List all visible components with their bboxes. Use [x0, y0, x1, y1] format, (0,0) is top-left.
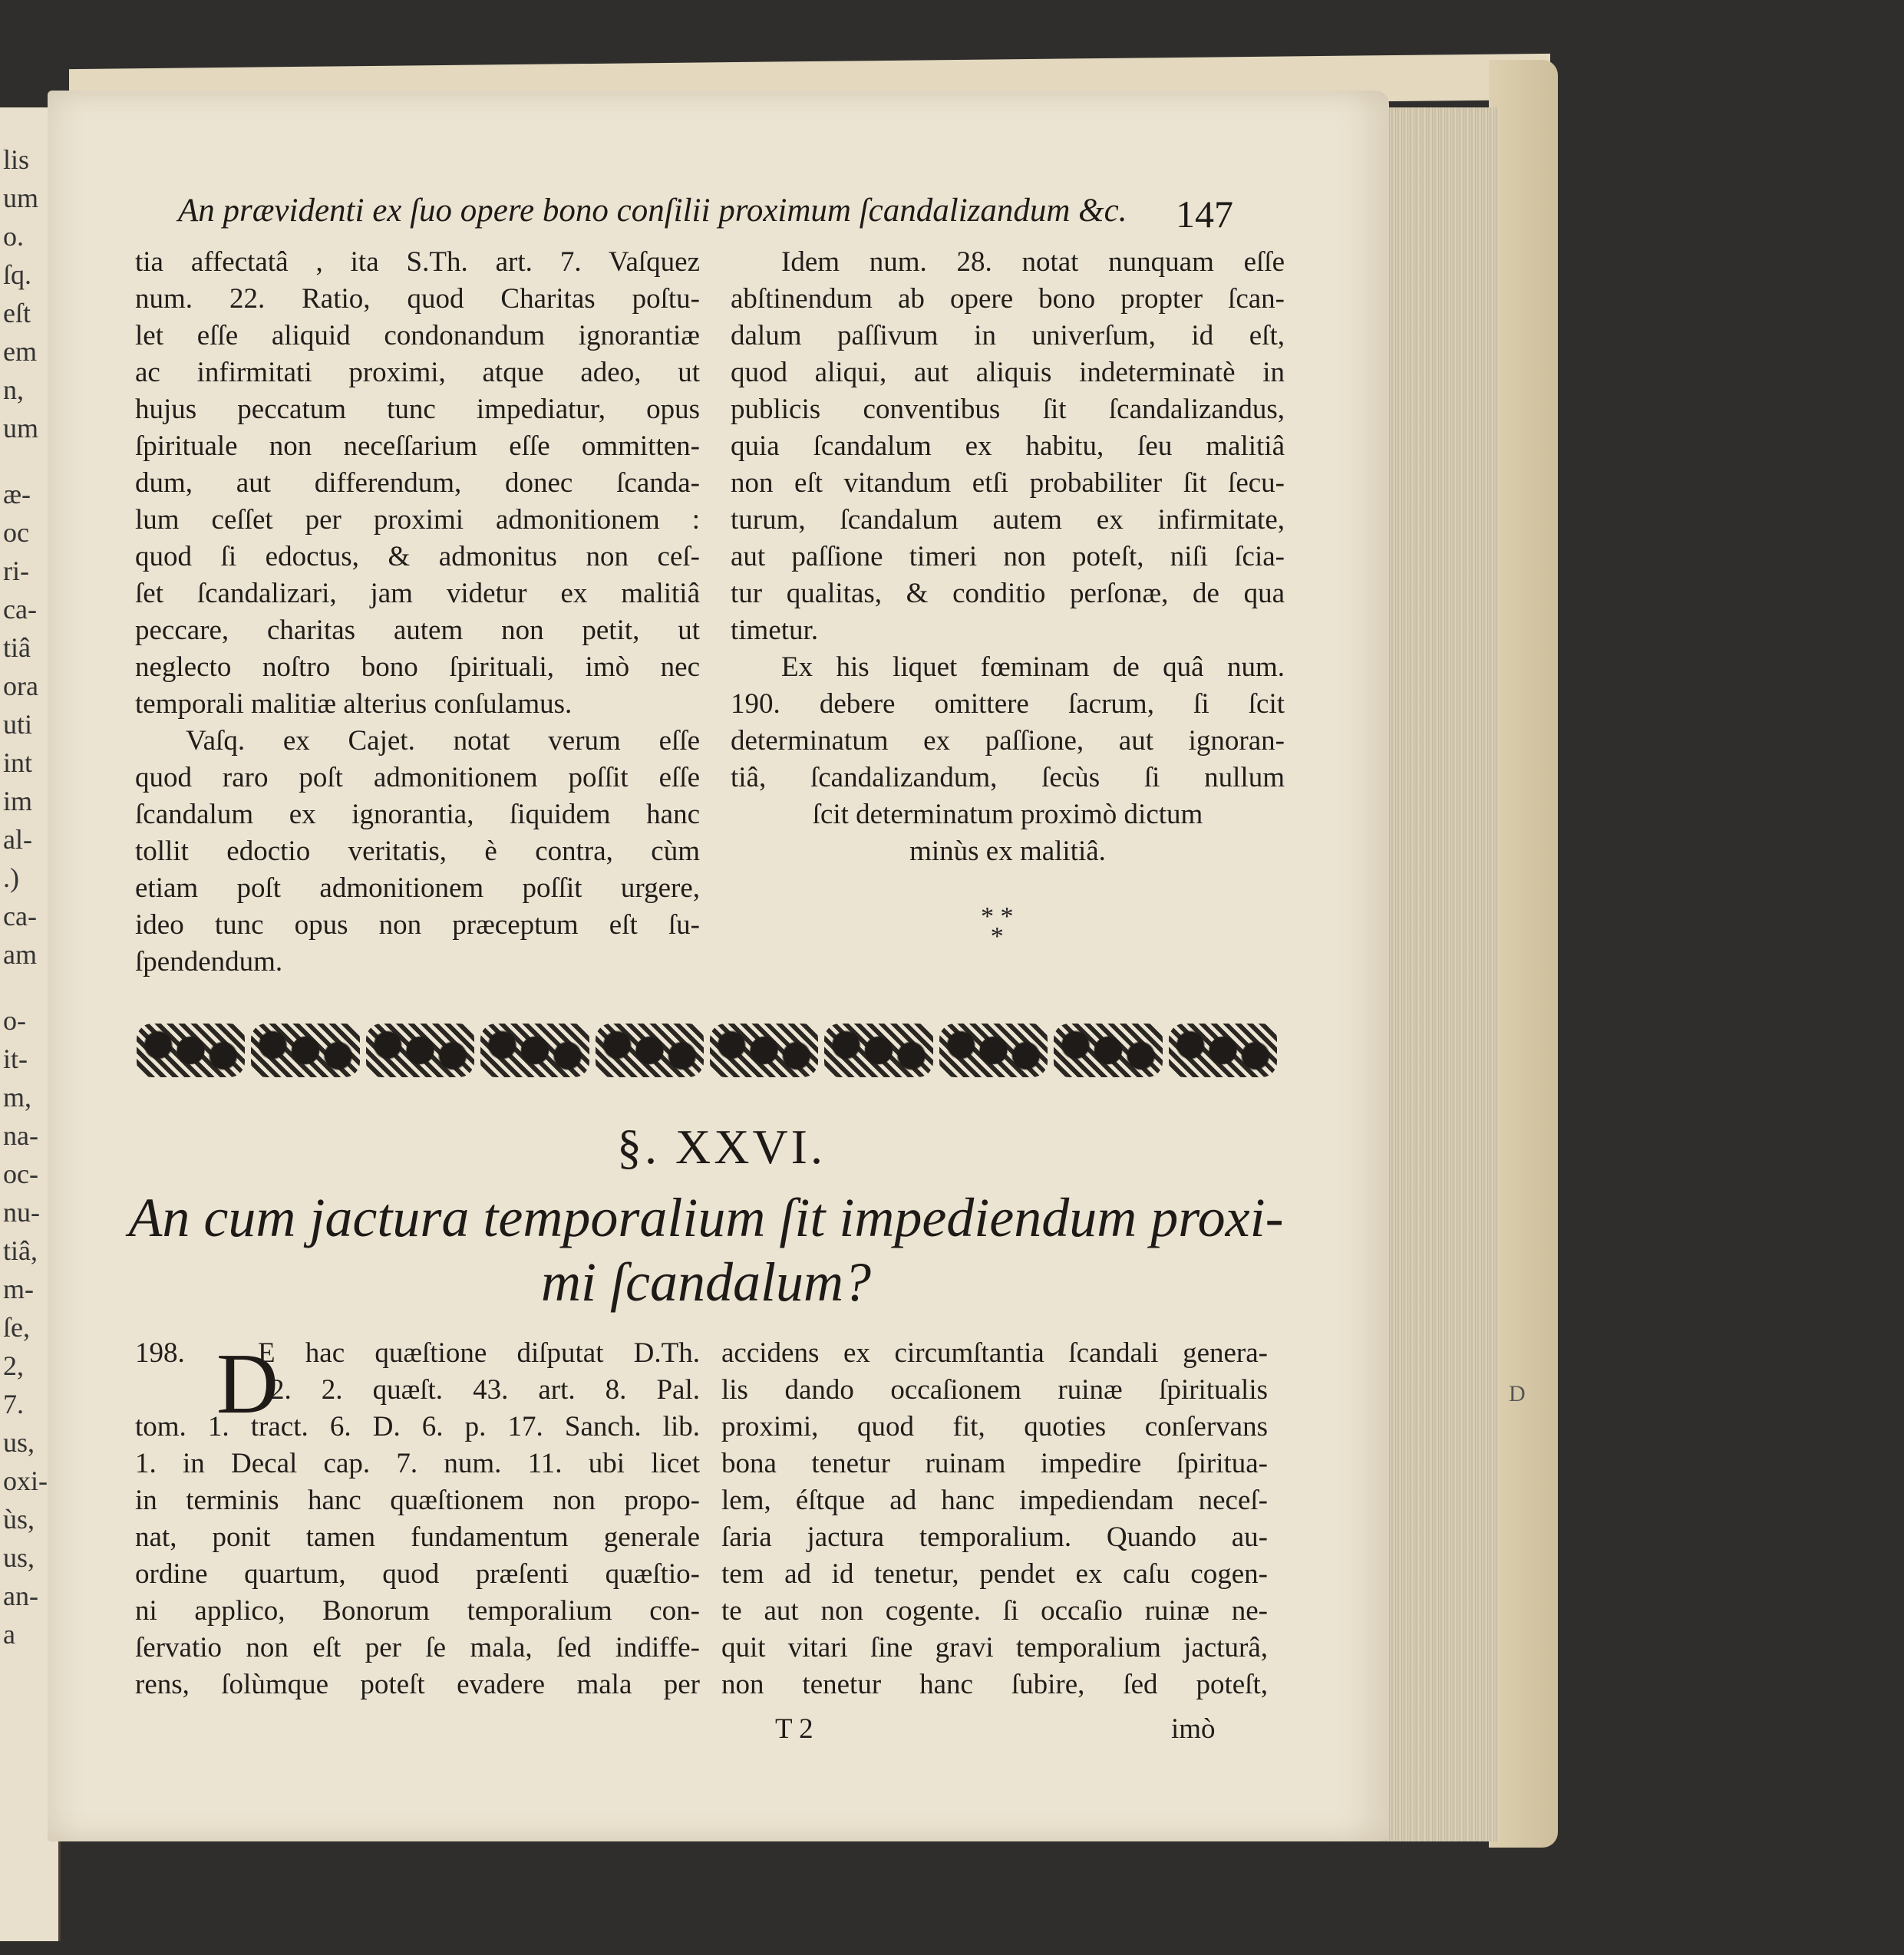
asterism-text: * * *: [981, 902, 1014, 951]
text-line: tiâ, ſcandalizandum, ſecùs ſi nullum: [731, 762, 1285, 793]
text-line: ideo tunc opus non præceptum eſt ſu-: [135, 909, 700, 941]
text-line: Vaſq. ex Cajet. notat verum eſſe: [186, 725, 700, 757]
text-line: 2. 2. quæſt. 43. art. 8. Pal.: [270, 1374, 700, 1406]
text-line: lem, éſtque ad hanc impediendam neceſ-: [721, 1485, 1268, 1516]
prev-page-fragment: 2,: [3, 1350, 24, 1381]
prev-page-fragment: uti: [3, 709, 33, 740]
text-line: quit vitari ſine gravi temporalium jacturâ,: [721, 1632, 1268, 1663]
prev-page-fragment: ca-: [3, 594, 37, 625]
prev-page-fragment: æ-: [3, 479, 31, 509]
ornamental-band: [134, 1019, 1280, 1082]
prev-page-fragment: oc-: [3, 1159, 38, 1189]
ornament-piece: [137, 1024, 245, 1077]
text-line: ſet ſcandalizari, jam videtur ex malitiâ: [135, 578, 700, 609]
text-line: accidens ex circumſtantia ſcandali genera-: [721, 1337, 1268, 1369]
prev-page-fragment: m,: [3, 1082, 32, 1113]
text-line: tur qualitas, & conditio perſonæ, de qua: [731, 578, 1285, 609]
prev-page-fragment: o-: [3, 1005, 26, 1036]
prev-page-fragment: ùs,: [3, 1504, 35, 1535]
prev-page-fragment: o.: [3, 221, 24, 252]
prev-page-fragment: em: [3, 336, 37, 367]
text-line: timetur.: [731, 615, 819, 646]
text-line: dalum paſſivum in univerſum, id eſt,: [731, 320, 1285, 351]
asterism: [981, 902, 1014, 951]
text-line: peccare, charitas autem non petit, ut: [135, 615, 700, 646]
text-line: ſpendendum.: [135, 946, 283, 978]
text-line: quod ſi edoctus, & admonitus non ceſ-: [135, 541, 700, 572]
prev-page-fragment: m-: [3, 1274, 34, 1304]
text-line: ni applico, Bonorum temporalium con-: [135, 1595, 700, 1627]
left-column-bottom: [135, 1335, 700, 1703]
prev-page-fragment: .): [3, 862, 19, 893]
text-line: ſervatio non eſt per ſe mala, ſed indiffe-: [135, 1632, 700, 1663]
page-edges: [1381, 107, 1499, 1841]
text-line: 190. debere omittere ſacrum, ſi ſcit: [731, 688, 1285, 720]
ornament-piece: [824, 1024, 932, 1077]
running-title: An prævidenti ex ſuo opere bono conſilii proximum ſcandalizandum &c.: [178, 193, 1127, 229]
prev-page-fragment: us,: [3, 1542, 35, 1573]
prev-page-fragment: oc: [3, 517, 29, 548]
text-line: minùs ex malitiâ.: [909, 836, 1106, 867]
ornament-piece: [251, 1024, 359, 1077]
text-line: num. 22. Ratio, quod Charitas poſtu-: [135, 283, 700, 315]
prev-page-fragment: tiâ,: [3, 1235, 38, 1266]
text-line: proximi, quod fit, quoties conſervans: [721, 1411, 1268, 1442]
text-line: non tenetur hanc ſubire, ſed poteſt,: [721, 1669, 1268, 1700]
text-line: 1. in Decal cap. 7. num. 11. ubi licet: [135, 1448, 700, 1479]
right-column-top: [731, 244, 1285, 870]
text-line: quia ſcandalum ex habitu, ſeu malitiâ: [731, 430, 1285, 462]
section-title: [115, 1185, 1297, 1314]
text-line: ſcit determinatum proximò dictum: [812, 799, 1203, 830]
ornament-piece: [939, 1024, 1048, 1077]
text-line: etiam poſt admonitionem poſſit urgere,: [135, 872, 700, 904]
prev-page-fragment: tiâ: [3, 632, 31, 663]
right-column-bottom: [721, 1335, 1268, 1703]
prev-page-fragment: oxi-: [3, 1465, 48, 1496]
text-line: ſaria jactura temporalium. Quando au-: [721, 1521, 1268, 1553]
text-line: tem ad id tenetur, pendet ex caſu cogen-: [721, 1558, 1268, 1590]
prev-page-fragment: um: [3, 413, 39, 443]
text-line: determinatum ex paſſione, aut ignoran-: [731, 725, 1285, 757]
section-title-line-2: mi ſcandalum?: [541, 1251, 871, 1313]
ornament-piece: [1169, 1024, 1277, 1077]
ornament-piece: [366, 1024, 474, 1077]
book-cover-edge: [1489, 60, 1558, 1848]
text-line: hujus peccatum tunc impediatur, opus: [135, 394, 700, 425]
text-line: quod raro poſt admonitionem poſſit eſſe: [135, 762, 700, 793]
prev-page-fragment: 7.: [3, 1389, 24, 1419]
text-line: publicis conventibus ſit ſcandalizandus,: [731, 394, 1285, 425]
prev-page-fragment: an-: [3, 1581, 38, 1611]
text-line: tollit edoctio veritatis, è contra, cùm: [135, 836, 700, 867]
prev-page-fragment: ri-: [3, 556, 29, 586]
text-line: non eſt vitandum etſi probabiliter ſit ſecu-: [731, 467, 1285, 499]
prev-page-fragment: ſq.: [3, 259, 32, 290]
ornament-piece: [1054, 1024, 1162, 1077]
left-column-top: [135, 244, 700, 981]
text-line: rens, ſolùmque poteſt evadere mala per: [135, 1669, 700, 1700]
running-header: [178, 192, 1283, 236]
text-line: quod aliqui, aut aliquis indeterminatè in: [731, 357, 1285, 388]
prev-page-fragment: n,: [3, 374, 24, 405]
prev-page-fragment: eſt: [3, 298, 31, 328]
drop-cap: D: [216, 1337, 279, 1432]
text-line: bona tenetur ruinam impedire ſpiritua-: [721, 1448, 1268, 1479]
text-line: lum ceſſet per proximi admonitionem :: [135, 504, 700, 536]
prev-page-fragment: nu-: [3, 1197, 40, 1228]
text-line: neglecto noſtro bono ſpirituali, imò nec: [135, 651, 700, 683]
prev-page-fragment: um: [3, 183, 39, 213]
prev-page-fragment: a: [3, 1619, 15, 1650]
ornament-piece: [710, 1024, 818, 1077]
prev-page-fragment: ca-: [3, 901, 37, 931]
text-line: ac infirmitati proximi, atque adeo, ut: [135, 357, 700, 388]
prev-page-fragment: ſe,: [3, 1312, 30, 1343]
prev-page-fragment: ora: [3, 671, 38, 701]
text-line: temporali malitiæ alterius conſulamus.: [135, 688, 573, 720]
prev-page-fragment: al-: [3, 824, 32, 855]
text-line: E hac quæſtione diſputat D.Th.: [258, 1337, 700, 1369]
text-line: ſpirituale non neceſſarium eſſe ommitten-: [135, 430, 700, 462]
text-line: turum, ſcandalum autem ex infirmitate,: [731, 504, 1285, 536]
text-line: aut paſſione timeri non poteſt, niſi ſcia-: [731, 541, 1285, 572]
ornament-piece: [480, 1024, 589, 1077]
prev-page-fragment: lis: [3, 144, 30, 175]
signature-mark: T 2: [775, 1713, 813, 1745]
edge-letter: D: [1509, 1381, 1526, 1406]
text-line: tom. 1. tract. 6. D. 6. p. 17. Sanch. lib.: [135, 1411, 700, 1442]
text-line: tia affectatâ , ita S.Th. art. 7. Vaſquez: [135, 246, 700, 278]
prev-page-fragment: am: [3, 939, 37, 970]
text-line: lis dando occaſionem ruinæ ſpiritualis: [721, 1374, 1268, 1406]
text-line: dum, aut differendum, donec ſcanda-: [135, 467, 700, 499]
page-number: 147: [1176, 193, 1233, 236]
prev-page-fragment: it-: [3, 1043, 28, 1074]
text-line: ordine quartum, quod præſenti quæſtio-: [135, 1558, 700, 1590]
section-number: §. XXVI.: [617, 1119, 826, 1174]
prev-page-fragment: us,: [3, 1427, 35, 1458]
paragraph-number: 198.: [135, 1337, 185, 1369]
text-line: abſtinendum ab opere bono propter ſcan-: [731, 283, 1285, 315]
section-title-line-1: An cum jactura temporalium ſit impediendum proxi-: [128, 1187, 1284, 1248]
text-line: let eſſe aliquid condonandum ignorantiæ: [135, 320, 700, 351]
text-line: ſcandalum ex ignorantia, ſiquidem hanc: [135, 799, 700, 830]
text-line: Ex his liquet fœminam de quâ num.: [781, 651, 1285, 683]
ornament-piece: [596, 1024, 704, 1077]
text-line: in terminis hanc quæſtionem non propo-: [135, 1485, 700, 1516]
text-line: Idem num. 28. notat nunquam eſſe: [781, 246, 1285, 278]
prev-page-fragment: im: [3, 786, 33, 816]
text-line: te aut non cogente. ſi occaſio ruinæ ne-: [721, 1595, 1268, 1627]
text-line: nat, ponit tamen fundamentum generale: [135, 1521, 700, 1553]
catchword: imò: [1171, 1713, 1216, 1745]
prev-page-fragment: na-: [3, 1120, 38, 1151]
prev-page-fragment: int: [3, 747, 33, 778]
